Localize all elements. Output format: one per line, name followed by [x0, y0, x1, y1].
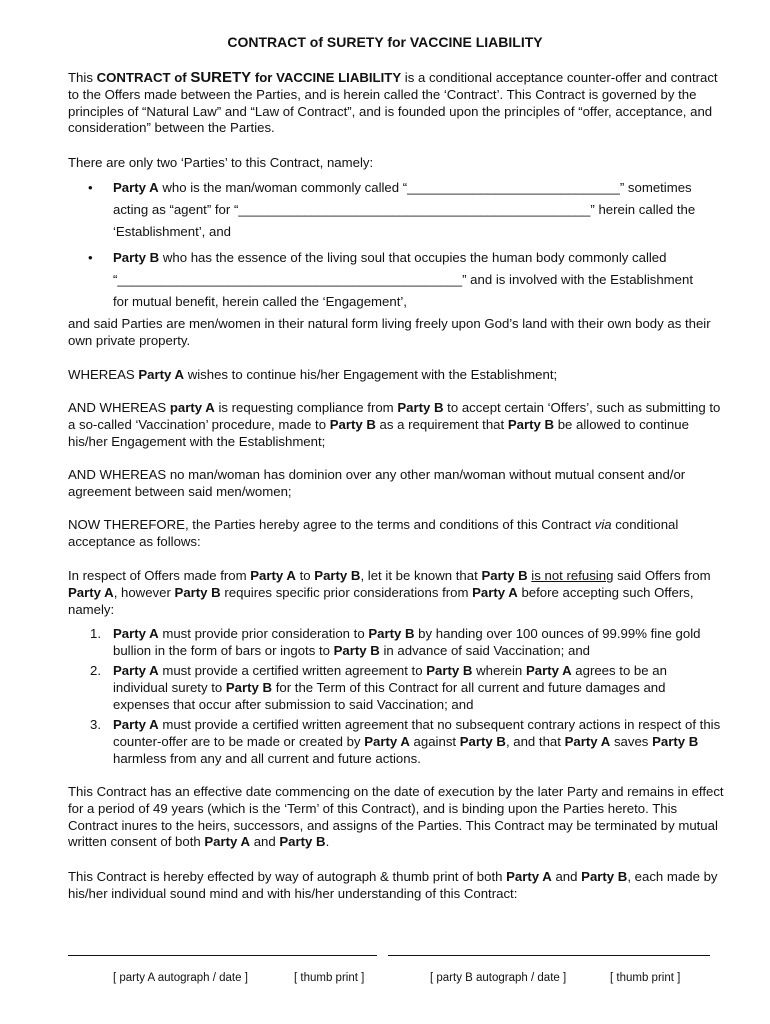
document-title: CONTRACT of SURETY for VACCINE LIABILITY — [227, 34, 543, 50]
party-a-autograph-label: [ party A autograph / date ] — [113, 972, 248, 984]
party-a-line-3: ‘Establishment’, and — [113, 224, 232, 239]
party-b-line-2: “_______________________________________________” and is involved with the Establishment — [113, 272, 693, 287]
execution-paragraph: This Contract is hereby effected by way of autograph & thumb print of both Party A and Party B, each made by his/her individual sound mind and with his/her understanding of this Contract: — [68, 869, 718, 901]
parties-outro: and said Parties are men/women in their natural form living freely upon God’s land with their own body as their own private property. — [68, 316, 711, 348]
party-a-thumb-print-label: [ thumb print ] — [294, 972, 365, 984]
party-b-thumb-print-label: [ thumb print ] — [610, 972, 681, 984]
effective-date-paragraph: This Contract has an effective date commencing on the date of execution by the later Party and remains in effect for a period of 49 years (which is the ‘Term’ of this Contract), and is binding upon the Parties hereto. This Contract inures to the heirs, successors, and assigns of the Parties. This Contract may be terminated by mutual written consent of both Party A and Party B. — [68, 784, 724, 850]
party-b-autograph-label: [ party B autograph / date ] — [430, 972, 567, 984]
consideration-item-3: Party A must provide a certified written agreement that no subsequent contrary actions in respect of this counter-offer are to be made or created by Party A against Party B, and that Party A saves Party B harmless from any and all current and future actions. — [113, 717, 721, 766]
bullet-party-b: • — [88, 250, 93, 265]
bullet-party-a: • — [88, 180, 93, 195]
party-a-line-1: Party A who is the man/woman commonly called “_____________________________” sometimes — [113, 180, 692, 195]
party-a-line-2: acting as “agent” for “________________________________________________” herein called the — [113, 202, 696, 217]
consideration-item-2: Party A must provide a certified written agreement to Party B wherein Party A agrees to be an individual surety to Party B for the Term of this Contract for all current and future damages and expenses that occur after submission to said Vaccination; and — [113, 663, 667, 712]
item-number: 1. — [90, 626, 101, 641]
item-number: 3. — [90, 717, 101, 732]
whereas-2: AND WHEREAS party A is requesting compliance from Party B to accept certain ‘Offers’, such as submitting to a so-called ‘Vaccination’ procedure, made to Party B as a requirement that Party B be allowed to continue his/her Engagement with the Establishment; — [68, 400, 721, 449]
parties-intro: There are only two ‘Parties’ to this Contract, namely: — [68, 155, 374, 170]
item-number: 2. — [90, 663, 101, 678]
party-b-signature-line[interactable] — [388, 955, 710, 956]
party-b-line-3: for mutual benefit, herein called the ‘Engagement’, — [113, 294, 407, 309]
whereas-3: AND WHEREAS no man/woman has dominion over any other man/woman without mutual consent and/or agreement between said men/women; — [68, 467, 686, 499]
whereas-1: WHEREAS Party A wishes to continue his/her Engagement with the Establishment; — [68, 367, 558, 382]
consideration-item-1: Party A must provide prior consideration to Party B by handing over 100 ounces of 99.99% fine gold bullion in the form of bars or ingots to Party B in advance of said Vaccination; and — [113, 626, 701, 658]
offers-respect-paragraph: In respect of Offers made from Party A to Party B, let it be known that Party B is not refusing said Offers from Party A, however Party B requires specific prior considerations from Party A before accepting such Offers, namely: — [68, 568, 711, 617]
party-a-signature-line[interactable] — [68, 955, 377, 956]
now-therefore: NOW THEREFORE, the Parties hereby agree to the terms and conditions of this Contract via conditional acceptance as follows: — [68, 517, 679, 549]
party-b-line-1: Party B who has the essence of the living soul that occupies the human body commonly called — [113, 250, 667, 265]
intro-paragraph: This CONTRACT of SURETY for VACCINE LIABILITY is a conditional acceptance counter-offer and contract to the Offers made between the Parties, and is herein called the ‘Contract’. This Contract is governed by the principles of “Natural Law” and “Law of Contract”, and is founded upon the principles of “offer, acceptance, and consideration” between the Parties. — [68, 69, 718, 136]
